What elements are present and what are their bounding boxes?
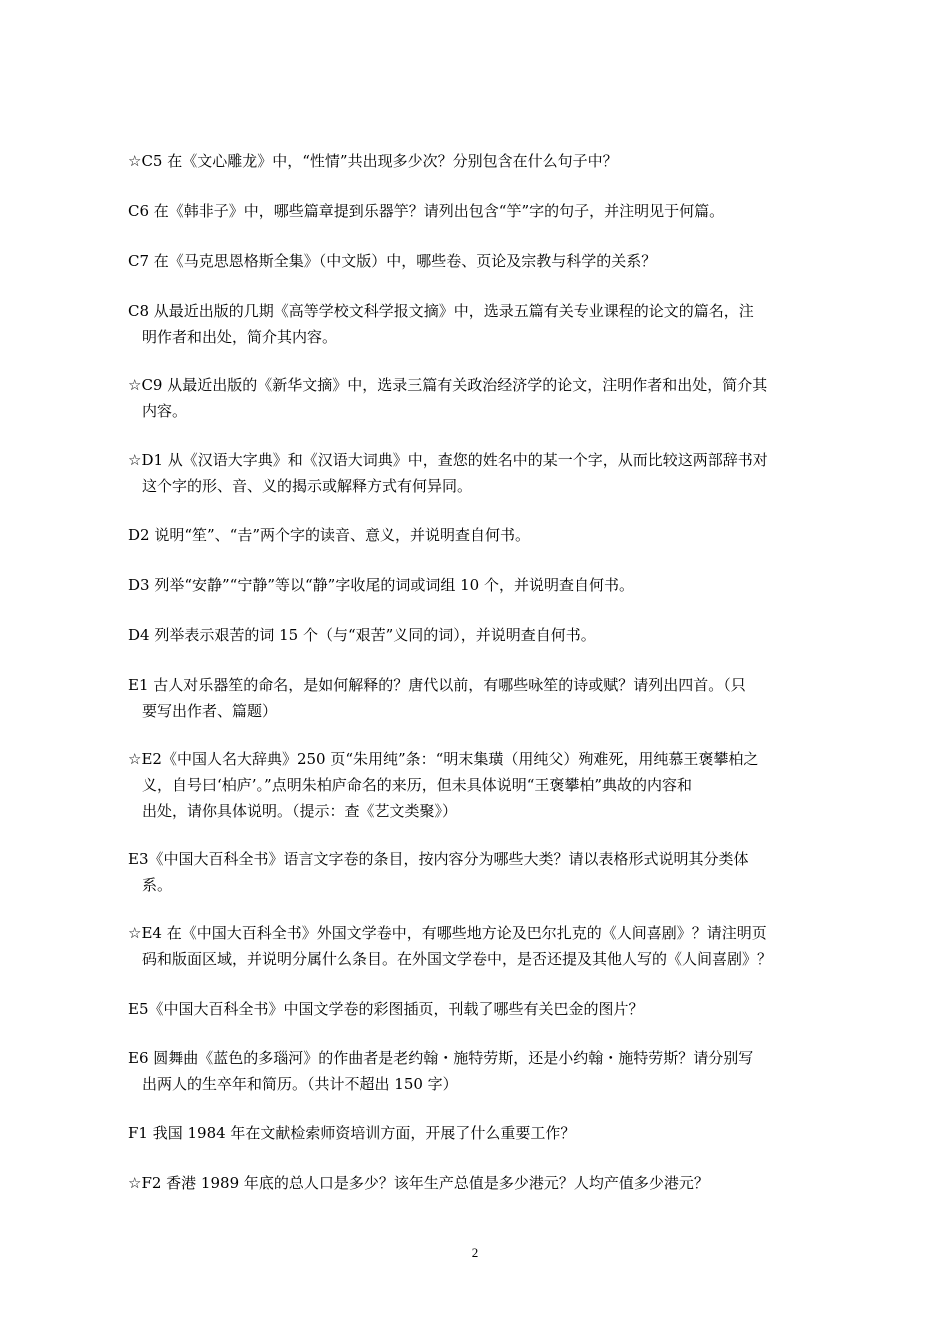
question-line: E3《中国大百科全书》语言文字卷的条目，按内容分为哪些大类？请以表格形式说明其分类体: [128, 850, 749, 868]
question-line: 出两人的生卒年和简历。（共计不超出 150 字）: [142, 1075, 458, 1093]
question-line: ☆E2《中国人名大辞典》250 页“朱用纯”条：“明末集璜（用纯父）殉难死，用纯慕王褒攀柏之: [128, 750, 759, 768]
question-d1: [128, 447, 818, 499]
question-d2: [128, 522, 818, 548]
question-line: ☆E4 在《中国大百科全书》外国文学卷中，有哪些地方论及巴尔扎克的《人间喜剧》？请注明页: [128, 924, 767, 942]
question-c9: [128, 372, 818, 424]
question-line: C7 在《马克思恩格斯全集》（中文版）中，哪些卷、页论及宗教与科学的关系？: [128, 252, 657, 270]
question-d3: [128, 572, 818, 598]
question-e5: [128, 996, 818, 1022]
question-line: ☆C9 从最近出版的《新华文摘》中，选录三篇有关政治经济学的论文，注明作者和出处，简介其: [128, 376, 768, 394]
question-line: ☆C5 在《文心雕龙》中，“性情”共出现多少次？分别包含在什么句子中？: [128, 152, 618, 170]
question-line: 内容。: [142, 402, 188, 420]
question-line: 要写出作者、篇题）: [142, 702, 278, 720]
question-f2: [128, 1170, 818, 1196]
question-e3: [128, 846, 818, 898]
question-c6: [128, 198, 818, 224]
question-line: C8 从最近出版的几期《高等学校文科学报文摘》中，选录五篇有关专业课程的论文的篇名，注: [128, 302, 754, 320]
question-line: D2 说明“笙”、“𠮷”两个字的读音、意义，并说明查自何书。: [128, 526, 531, 544]
question-line: 这个字的形、音、义的揭示或解释方式有何异同。: [142, 477, 473, 495]
question-line: ☆F2 香港 1989 年底的总人口是多少？该年生产总值是多少港元？人均产值多少港元？: [128, 1174, 709, 1192]
question-line: 义，自号曰‘柏庐’。”点明朱柏庐命名的来历，但未具体说明“王褒攀柏”典故的内容和: [142, 776, 693, 794]
question-line: ☆D1 从《汉语大字典》和《汉语大词典》中，查您的姓名中的某一个字，从而比较这两部辞书对: [128, 451, 768, 469]
question-c8: [128, 298, 818, 350]
question-c5: [128, 148, 818, 174]
question-e4: [128, 920, 818, 972]
question-f1: [128, 1120, 818, 1146]
question-e1: [128, 672, 818, 724]
page-number: 2: [471, 1245, 479, 1260]
question-e6: [128, 1045, 818, 1097]
question-line: D3 列举“安静”“宁静”等以“静”字收尾的词或词组 10 个，并说明查自何书。: [128, 576, 634, 594]
question-line: D4 列举表示艰苦的词 15 个（与“艰苦”义同的词），并说明查自何书。: [128, 626, 596, 644]
question-line: 出处，请你具体说明。（提示：查《艺文类聚》）: [142, 802, 458, 820]
question-e2: [128, 746, 818, 824]
question-line: F1 我国 1984 年在文献检索师资培训方面，开展了什么重要工作？: [128, 1124, 576, 1142]
question-line: E6 圆舞曲《蓝色的多瑙河》的作曲者是老约翰・施特劳斯，还是小约翰・施特劳斯？请分别写: [128, 1049, 754, 1067]
question-line: C6 在《韩非子》中，哪些篇章提到乐器竽？请列出包含“竽”字的句子，并注明见于何篇。: [128, 202, 725, 220]
question-line: 明作者和出处，简介其内容。: [142, 328, 338, 346]
question-line: 系。: [142, 876, 173, 894]
question-c7: [128, 248, 818, 274]
question-d4: [128, 622, 818, 648]
question-line: 码和版面区域，并说明分属什么条目。在外国文学卷中，是否还提及其他人写的《人间喜剧》？: [142, 950, 773, 968]
question-line: E1 古人对乐器笙的命名，是如何解释的？唐代以前，有哪些咏笙的诗或赋？请列出四首。（只: [128, 676, 746, 694]
question-line: E5《中国大百科全书》中国文学卷的彩图插页，刊载了哪些有关巴金的图片？: [128, 1000, 644, 1018]
